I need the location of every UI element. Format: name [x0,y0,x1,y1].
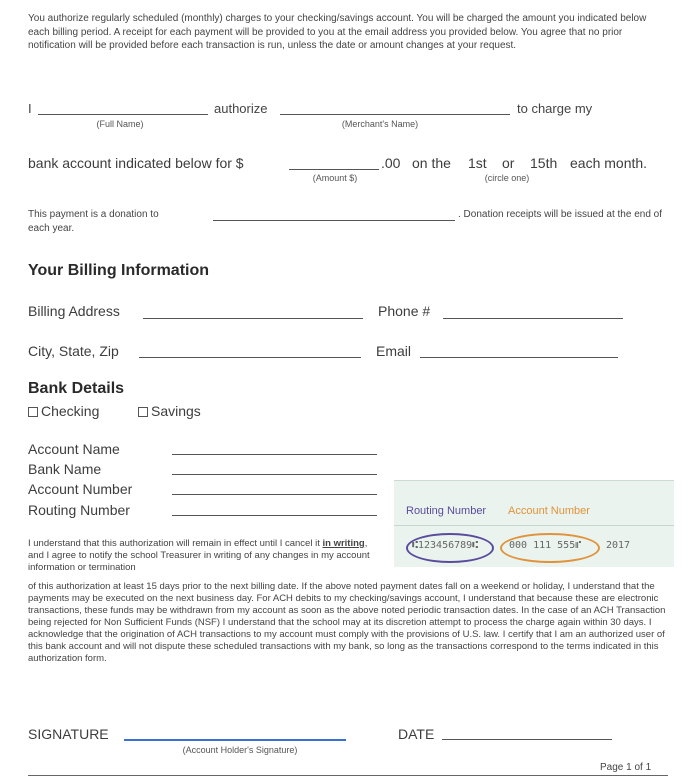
check-account-digits: 000 111 555⑈ [509,540,582,551]
donation-suffix: . Donation receipts will be issued at the end of each year. [28,209,663,234]
email-field[interactable] [420,357,618,358]
check-image [394,480,674,567]
terms-body: of this authorization at least 15 days prior to the next billing date. If the above noted payment dates fall on a weekend or holiday, I understand that the payments may be executed on the next business day. For ACH debits to my checking/savings account, I understand that because these are electronic transactions, these funds may be withdrawn from my account as soon as the above noted periodic transaction dates. In the case of an ACH Transaction being rejected for Non Sufficient Funds (NSF) I understand that the school may at its discretion attempt to process the charge again within 30 days. I acknowledge that the origination of ACH transactions to my account must comply with the provisions of U.S. law. I certify that I am an authorized user of this bank account and will not dispute these scheduled transactions with my bank, so long as the transactions correspond to the terms indicated in this authorization form. [28,581,666,664]
bank-name-label: Bank Name [28,461,102,477]
amount-or: or [502,155,515,171]
amount-field[interactable] [289,169,379,170]
date-label: DATE [398,726,435,742]
check-number: 2017 [606,540,631,551]
billing-address-label: Billing Address [28,303,120,319]
account-number-field[interactable] [172,494,377,495]
circle-caption: (circle one) [484,173,530,183]
bank-heading: Bank Details [28,380,125,397]
checking-label: Checking [41,403,100,419]
donation-prefix: This payment is a donation to [28,209,159,220]
footer-rule [28,775,668,776]
signature-caption: (Account Holder's Signature) [182,745,298,755]
auth-mid: authorize [214,101,268,116]
terms-intro [28,538,380,574]
option-15th[interactable]: 15th [530,155,558,171]
amount-on-the: on the [412,155,451,171]
amount-prefix: bank account indicated below for $ [28,155,244,171]
intro-paragraph: You authorize regularly scheduled (monthly) charges to your checking/savings account. You will be charged the amount you indicated below each billing period. A receipt for each payment will be provided to you at the email address you provided below. You agree that no prior notification will be provided before each transaction is run, unless the date or amount changes at your request. [28,13,647,51]
amount-cents: .00 [381,155,401,171]
check-account-label: Account Number [508,505,590,517]
merchant-name-field[interactable] [280,114,510,115]
account-name-label: Account Name [28,441,120,457]
city-state-zip-field[interactable] [139,357,361,358]
billing-heading: Your Billing Information [28,262,210,279]
signature-field[interactable] [124,739,346,741]
amount-suffix: each month. [570,155,648,171]
phone-field[interactable] [443,318,623,319]
savings-option[interactable] [138,403,201,419]
amount-caption: (Amount $) [312,173,358,183]
auth-suffix: to charge my [517,101,593,116]
check-routing-digits: ⑆123456789⑆ [412,540,479,551]
city-state-zip-label: City, State, Zip [28,343,119,359]
terms-in-writing: in writing [322,538,365,549]
account-number-label: Account Number [28,481,133,497]
full-name-caption: (Full Name) [96,119,144,129]
full-name-field[interactable] [38,114,208,115]
checking-option[interactable] [28,403,99,419]
merchant-caption: (Merchant's Name) [341,119,419,129]
check-signature-rule [394,525,674,526]
terms-part2: , and I agree to notify the school Treasurer in writing of any changes in my account information or termination [28,538,370,573]
checking-checkbox[interactable] [28,407,38,417]
phone-label: Phone # [378,303,431,319]
terms-part1: I understand that this authorization will remain in effect until I cancel it [28,538,320,549]
option-1st[interactable]: 1st [468,155,487,171]
date-field[interactable] [442,739,612,740]
email-label: Email [376,343,412,359]
account-name-field[interactable] [172,454,377,455]
check-routing-label: Routing Number [406,505,487,517]
page-number: Page 1 of 1 [600,762,652,773]
routing-number-label: Routing Number [28,502,130,518]
savings-label: Savings [151,403,201,419]
routing-number-field[interactable] [172,515,377,516]
auth-prefix: I [28,101,32,116]
billing-address-field[interactable] [143,318,363,319]
signature-label: SIGNATURE [28,726,109,742]
bank-name-field[interactable] [172,474,377,475]
savings-checkbox[interactable] [138,407,148,417]
